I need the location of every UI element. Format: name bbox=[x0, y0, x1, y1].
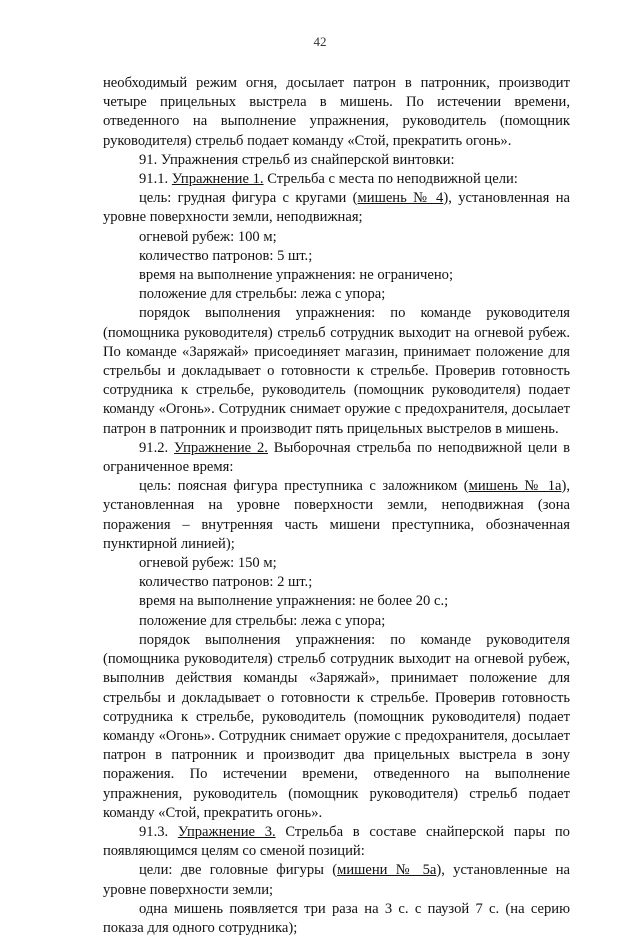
exercise-1-description: Стрельба с места по неподвижной цели: bbox=[263, 171, 518, 188]
section-heading: 91. Упражнения стрельб из снайперской винтовки: bbox=[139, 151, 455, 168]
exercise-2-goal bbox=[103, 477, 570, 554]
exercise-1-range: огневой рубеж: 100 м; bbox=[139, 228, 277, 245]
target-reference: мишень № 4 bbox=[357, 190, 444, 207]
exercise-1-time: время на выполнение упражнения: не ограничено; bbox=[139, 267, 454, 284]
exercise-3-heading bbox=[103, 823, 570, 861]
exercise-1-order: порядок выполнения упражнения: по команде руководителя (помощника руководителя) стрельб сотрудник выходит на огневой рубеж. По команде «Заряжай» присоединяет магазин, принимает положение для стрельбы и докладывает о готовности к стрельбе. Проверив готовность сотрудника к стрельбе, руководитель (помощник руководителя) подает команду «Огонь». Сотрудник снимает оружие с предохранителя, досылает патрон в патронник и производит пять прицельных выстрелов в мишень. bbox=[103, 305, 570, 437]
exercise-3-appearance: одна мишень появляется три раза на 3 с. с паузой 7 с. (на серию показа для одного сотрудника); bbox=[103, 900, 570, 936]
goal-text: ), установленная на уровне поверхности земли, неподвижная; bbox=[103, 190, 570, 226]
goal-text: цели: две головные фигуры ( bbox=[139, 862, 338, 879]
target-reference: мишени № 5а bbox=[337, 862, 437, 879]
goal-text: ), установленная на уровне поверхности земли, неподвижная (зона поражения – внутренняя часть мишени преступника, обозначенная пунктирной линией); bbox=[103, 478, 570, 552]
exercise-1-heading bbox=[103, 170, 570, 189]
document-body bbox=[103, 74, 570, 938]
goal-text: ), установленные на уровне поверхности земли; bbox=[103, 862, 570, 898]
exercise-1-rounds: количество патронов: 5 шт.; bbox=[139, 247, 313, 264]
page-number: 42 bbox=[313, 34, 327, 49]
exercise-2-description: Выборочная стрельба по неподвижной цели в ограниченное время: bbox=[103, 439, 570, 476]
paragraph: необходимый режим огня, досылает патрон в патронник, производит четыре прицельных выстрела в мишень. По истечении времени, отведенного на выполнение упражнения, руководитель (помощник руководителя) стрельб подает команду «Стой, прекратить огонь». bbox=[103, 75, 570, 149]
exercise-1-title: Упражнение 1. bbox=[171, 171, 264, 188]
exercise-2-position: положение для стрельбы: лежа с упора; bbox=[139, 612, 386, 629]
exercise-2-heading bbox=[103, 439, 570, 477]
exercise-3-title: Упражнение 3. bbox=[177, 823, 276, 840]
exercise-3-number: 91.3. bbox=[139, 823, 178, 840]
exercise-3-description: Стрельба в составе снайперской пары по появляющимся целям со сменой позиций: bbox=[103, 823, 570, 860]
exercise-2-time: время на выполнение упражнения: не более 20 с.; bbox=[139, 593, 449, 610]
exercise-3-goal bbox=[103, 861, 570, 899]
exercise-1-number: 91.1. bbox=[139, 171, 172, 188]
exercise-2-range: огневой рубеж: 150 м; bbox=[139, 555, 277, 572]
exercise-1-position: положение для стрельбы: лежа с упора; bbox=[139, 286, 386, 303]
exercise-1-goal bbox=[103, 189, 570, 227]
goal-text: цель: грудная фигура с кругами ( bbox=[139, 190, 358, 207]
exercise-2-title: Упражнение 2. bbox=[174, 439, 268, 456]
goal-text: цель: поясная фигура преступника с заложником ( bbox=[139, 478, 469, 495]
exercise-2-number: 91.2. bbox=[139, 439, 175, 456]
target-reference: мишень № 1а bbox=[468, 478, 562, 495]
exercise-2-order: порядок выполнения упражнения: по команде руководителя (помощника руководителя) стрельб сотрудник выходит на огневой рубеж, выполнив действия команды «Заряжай», принимает положение для стрельбы и докладывает о готовности к стрельбе. Проверив готовность сотрудника к стрельбе, руководитель (помощник руководителя) подает команду «Огонь». Сотрудник снимает оружие с предохранителя, досылает патрон в патронник и производит два прицельных выстрела в зону поражения. По истечении времени, отведенного на выполнение упражнения, руководитель (помощник руководителя) стрельб подает команду «Стой, прекратить огонь». bbox=[103, 631, 570, 821]
exercise-2-rounds: количество патронов: 2 шт.; bbox=[139, 574, 313, 591]
